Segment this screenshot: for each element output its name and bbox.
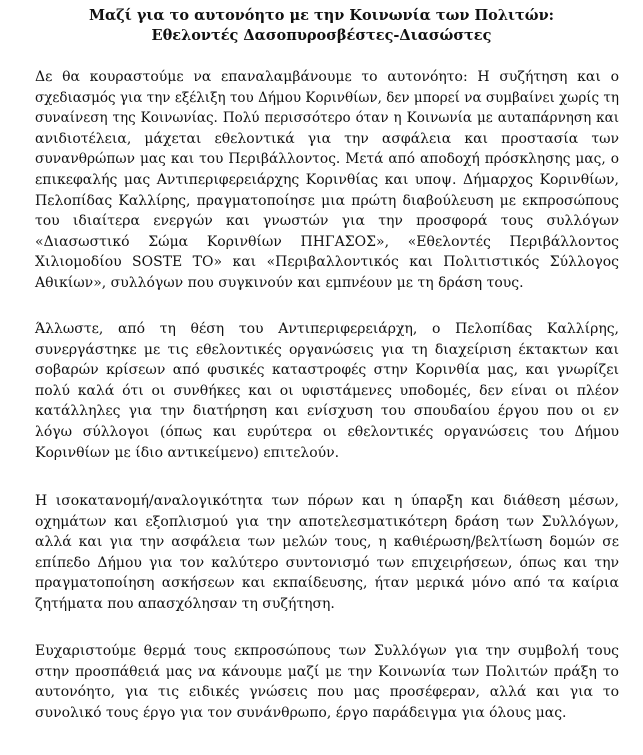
- paragraph-line: σοβαρών κρίσεων από φυσικές καταστροφές στην Κορινθία μας, και γνωρίζει: [35, 362, 619, 379]
- document-title-line-2: Εθελοντές Δασοπυροσβέστες-Διασώστες: [151, 27, 492, 44]
- paragraph-line: Ευχαριστούμε θερμά τους εκπροσώπους των Συλλόγων για την συμβολή τους: [35, 643, 619, 659]
- paragraph-line: κατάλληλες για την διατήρηση και ενίσχυση του σπουδαίου έργου που οι εν: [35, 403, 619, 420]
- paragraph-line: ανιδιοτέλεια, μάχεται εθελοντικά για την ασφάλεια και προστασία των: [35, 130, 619, 147]
- paragraph-line: Αθικίων», συλλόγων που συγκινούν και εμπνέουν με τη δράση τους.: [35, 274, 524, 291]
- paragraph-line: ζητήματα που απασχόλησαν τη συζήτηση.: [35, 595, 335, 612]
- paragraph-line: Η ισοκατανομή/αναλογικότητα των πόρων και η ύπαρξη και διάθεση μέσων,: [35, 493, 619, 509]
- paragraph-line: στην προσπάθειά μας να κάνουμε μαζί με την Κοινωνία των Πολιτών πράξη το: [35, 663, 619, 680]
- paragraph-3: [35, 491, 619, 615]
- paragraph-line: συνολικό τους έργο για τον συνάνθρωπο, έργο παράδειγμα για όλους μας.: [35, 704, 567, 721]
- paragraph-line: «Διασωστικό Σώμα Κορινθίων ΠΗΓΑΣΟΣ», «Εθελοντές Περιβάλλοντος: [35, 233, 619, 250]
- paragraph-line: λόγω σύλλογοι (όπως και ευρύτερα οι εθελοντικές οργανώσεις του Δήμου: [35, 423, 619, 440]
- paragraph-line: Δε θα κουραστούμε να επαναλαμβάνουμε το αυτονόητο: Η συζήτηση και ο: [35, 69, 619, 85]
- paragraph-line: συνανθρώπων μας και του Περιβάλλοντος. Μετά από αποδοχή πρόσκλησης μας, ο: [35, 151, 619, 168]
- paragraph-4: [35, 641, 619, 723]
- paragraph-line: Άλλωστε, από τη θέση του Αντιπεριφερειάρχη, ο Πελοπίδας Καλλίρης,: [35, 321, 619, 337]
- paragraph-line: σχεδιασμός για την εξέλιξη του Δήμου Κορινθίων, δεν μπορεί να συμβαίνει χωρίς τη: [35, 89, 619, 106]
- paragraph-line: πολύ καλά ότι οι συνθήκες και οι υφιστάμενες υποδομές, δεν είναι οι πλέον: [35, 382, 619, 399]
- paragraph-line: οχημάτων και εξοπλισμού για την αποτελεσματικότερη δράση των Συλλόγων,: [35, 513, 619, 530]
- paragraph-line: επίπεδο Δήμου για τον καλύτερο συντονισμό των επιχειρήσεων, όπως και την: [35, 554, 619, 571]
- paragraph-line: αλλά και για την ασφάλεια των μελών τους, η καθιέρωση/βελτίωση δομών σε: [35, 534, 619, 551]
- paragraph-1: [35, 67, 619, 294]
- paragraph-line: του ιδιαίτερα ενεργών και γνωστών για την προσφορά τους συλλόγων: [35, 213, 619, 230]
- paragraph-line: αυτονόητο, για τις ειδικές γνώσεις που μας προσέφεραν, αλλά και για το: [35, 684, 619, 701]
- paragraph-line: Πελοπίδας Καλλίρης, πραγματοποίησε μια πρώτη διαβούλευση με εκπροσώπους: [35, 192, 619, 209]
- paragraph-line: συνεργάστηκε με τις εθελοντικές οργανώσεις για τη διαχείριση έκτακτων και: [35, 341, 619, 358]
- paragraph-line: Χιλιομοδίου SOSTE TO» και «Περιβαλλοντικός και Πολιτιστικός Σύλλογος: [35, 254, 619, 271]
- document-title-line-1: Μαζί για το αυτονόητο με την Κοινωνία των Πολιτών:: [88, 7, 555, 24]
- paragraph-2: [35, 319, 619, 463]
- paragraph-line: συναίνεση της Κοινωνίας. Πολύ περισσότερο όταν η Κοινωνία με αυταπάρνηση και: [35, 110, 619, 127]
- paragraph-line: επικεφαλής μας Αντιπεριφερειάρχης Κορινθίας και υποψ. Δήμαρχος Κορινθίων,: [35, 171, 619, 188]
- paragraph-line: Κορινθίων με ίδιο αντικείμενο) επιτελούν.: [35, 444, 340, 461]
- paragraph-line: πραγματοποίηση ασκήσεων και εκπαίδευσης, ήταν μερικά μόνο από τα καίρια: [35, 575, 619, 592]
